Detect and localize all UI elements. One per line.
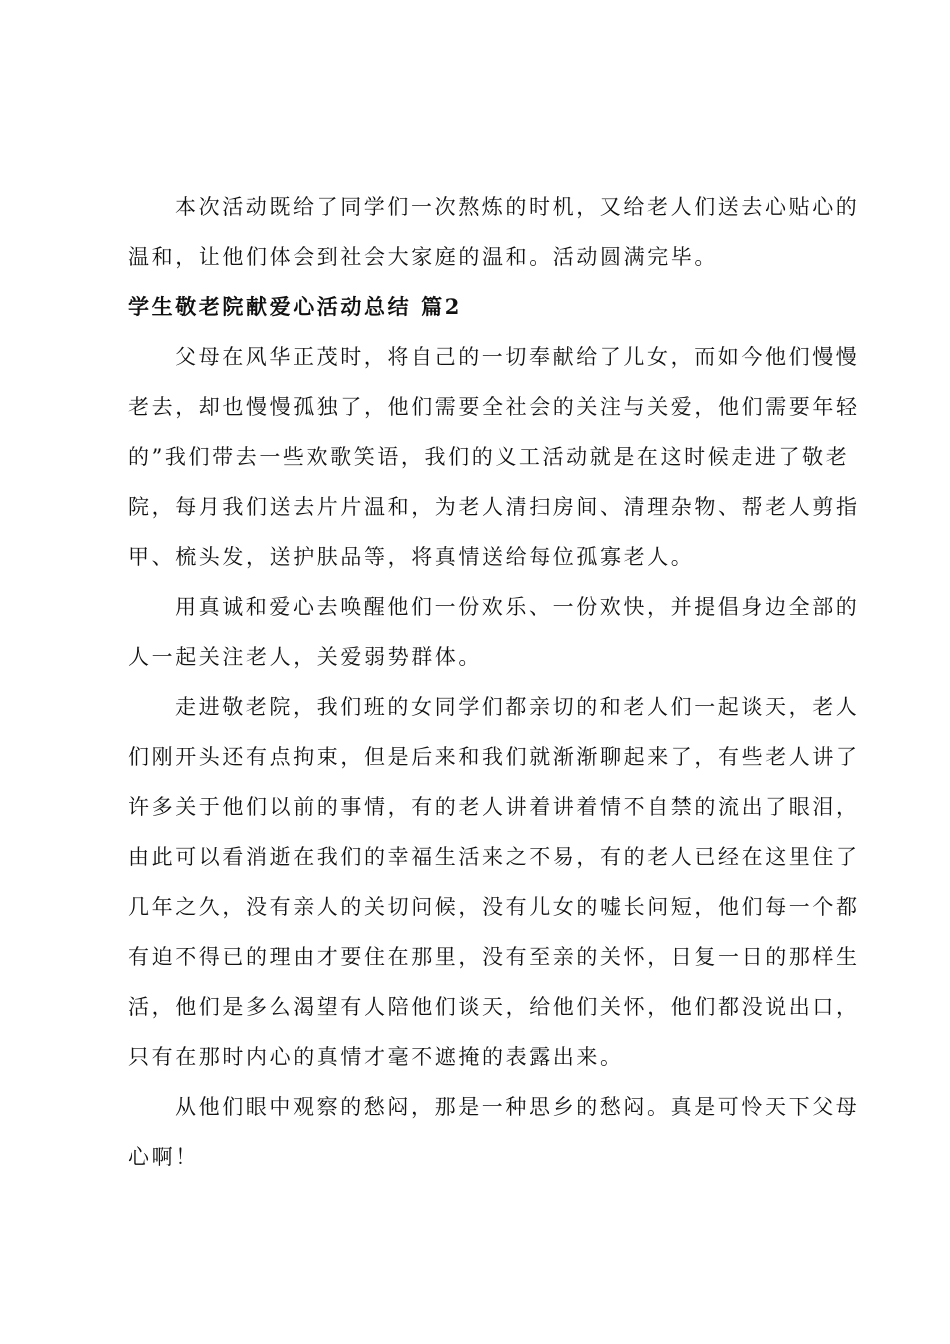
paragraph-line: 几年之久，没有亲人的关切问候，没有儿女的嘘长问短，他们每一个都 [128,895,860,919]
paragraph-line: 活，他们是多么渴望有人陪他们谈天，给他们关怀，他们都没说出口， [128,995,860,1019]
paragraph-visit-chat [128,682,860,1082]
document-body [128,182,860,1182]
paragraph-line: 的”我们带去一些欢歌笑语，我们的义工活动就是在这时候走进了敬老 [128,445,850,469]
paragraph-line: 们刚开头还有点拘束，但是后来和我们就渐渐聊起来了，有些老人讲了 [128,745,860,769]
paragraph-homesick-sorrow [128,1082,860,1182]
paragraph-line: 心啊！ [128,1145,199,1169]
paragraph-line: 院，每月我们送去片片温和，为老人清扫房间、清理杂物、帮老人剪指 [128,495,860,519]
paragraph-awaken-joy [128,582,860,682]
paragraph-line: 走进敬老院，我们班的女同学们都亲切的和老人们一起谈天，老人 [175,695,860,719]
paragraph-line: 老去，却也慢慢孤独了，他们需要全社会的关注与关爱，他们需要年轻 [128,395,860,419]
paragraph-line: 温和，让他们体会到社会大家庭的温和。活动圆满完毕。 [128,245,718,269]
paragraph-closing-summary [128,182,860,282]
paragraph-line: 有迫不得已的理由才要住在那里，没有至亲的关怀，日复一日的那样生 [128,945,860,969]
paragraph-line: 从他们眼中观察的愁闷，那是一种思乡的愁闷。真是可怜天下父母 [175,1095,860,1119]
paragraph-line: 甲、梳头发，送护肤品等，将真情送给每位孤寡老人。 [128,545,695,569]
paragraph-line: 由此可以看消逝在我们的幸福生活来之不易，有的老人已经在这里住了 [128,845,860,869]
section-heading: 学生敬老院献爱心活动总结 篇2 [128,294,462,319]
paragraph-parents-devotion [128,332,860,582]
paragraph-line: 用真诚和爱心去唤醒他们一份欢乐、一份欢快，并提倡身边全部的 [175,595,860,619]
paragraph-line: 许多关于他们以前的事情，有的老人讲着讲着情不自禁的流出了眼泪， [128,795,860,819]
paragraph-line: 人一起关注老人，关爱弱势群体。 [128,645,482,669]
paragraph-line: 父母在风华正茂时，将自己的一切奉献给了儿女，而如今他们慢慢 [175,345,860,369]
paragraph-line: 本次活动既给了同学们一次熬炼的时机，又给老人们送去心贴心的 [175,195,860,219]
paragraph-line: 只有在那时内心的真情才毫不遮掩的表露出来。 [128,1045,624,1069]
